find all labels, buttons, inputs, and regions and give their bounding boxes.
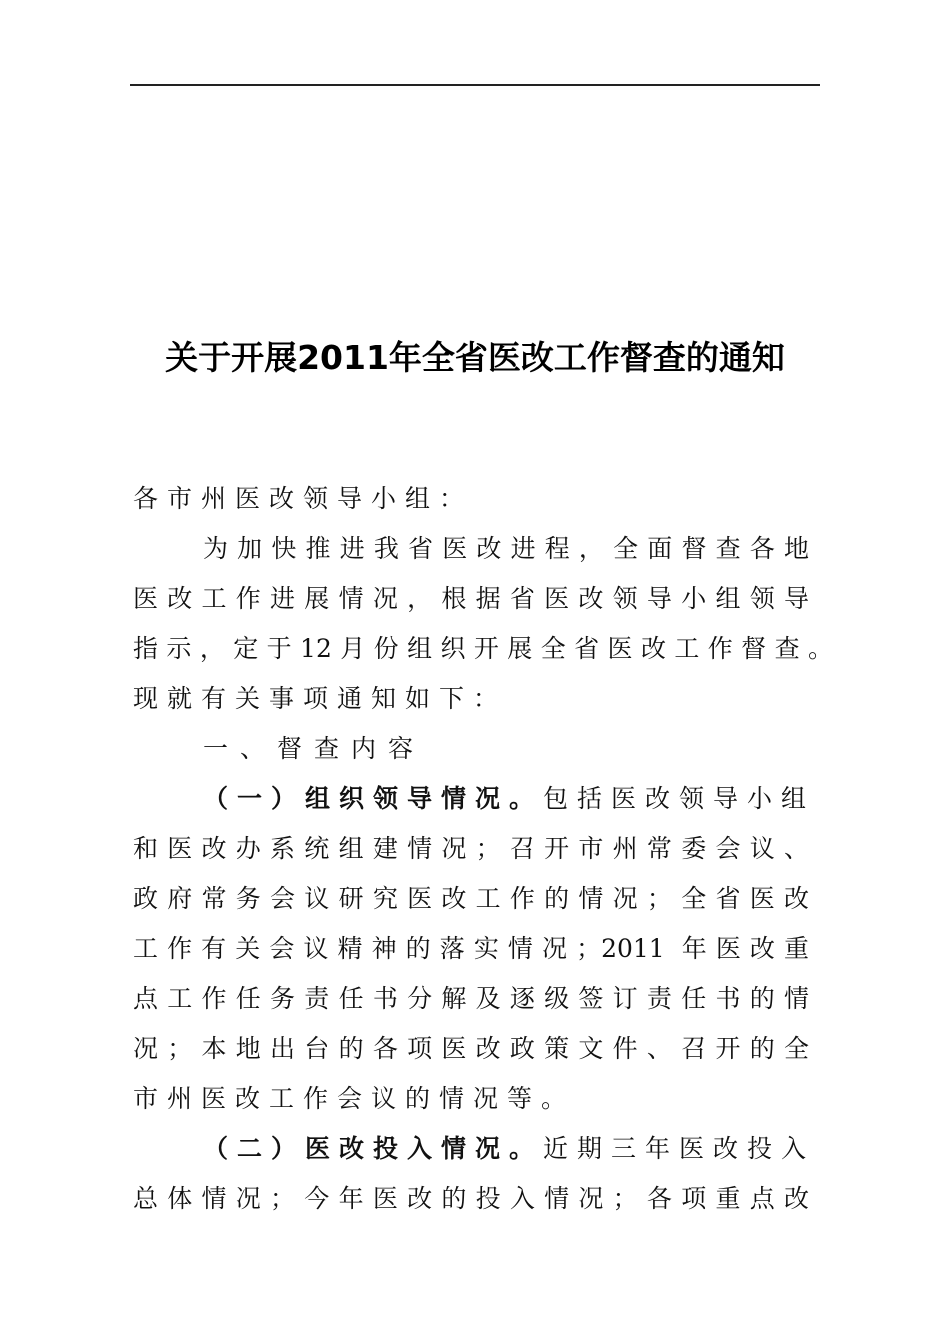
section-heading-1: 一、督查内容 [203, 734, 426, 763]
intro-line-3: 指示，定于12月份组织开展全省医改工作督查。 [133, 634, 833, 663]
intro-line-2: 医改工作进展情况，根据省医改领导小组领导 [133, 584, 809, 613]
item1-line-5: 况；本地出台的各项医改政策文件、召开的全 [133, 1034, 809, 1063]
item1-heading: （一）组织领导情况。 [203, 784, 544, 813]
item2-line-1: 总体情况；今年医改的投入情况；各项重点改 [133, 1184, 809, 1213]
item1-first-line [203, 784, 816, 814]
item1-line-2: 政府常务会议研究医改工作的情况；全省医改 [133, 884, 809, 913]
item1-line-4: 点工作任务责任书分解及逐级签订责任书的情 [133, 984, 809, 1013]
item1-first-line-text: 包括医改领导小组 [543, 784, 816, 813]
header-rule [130, 84, 820, 86]
item2-first-line [203, 1134, 816, 1164]
intro-line-1: 为加快推进我省医改进程，全面督查各地 [203, 534, 809, 563]
item1-line-6: 市州医改工作会议的情况等。 [133, 1084, 576, 1113]
item1-line-1: 和医改办系统组建情况；召开市州常委会议、 [133, 834, 809, 863]
document-title: 关于开展2011年全省医改工作督查的通知 [165, 338, 785, 377]
salutation: 各市州医改领导小组： [133, 484, 474, 513]
item1-line-3: 工作有关会议精神的落实情况；2011 年医改重 [133, 934, 809, 963]
item2-first-line-text: 近期三年医改投入 [543, 1134, 816, 1163]
item2-heading: （二）医改投入情况。 [203, 1134, 544, 1163]
intro-line-4: 现就有关事项通知如下： [133, 684, 508, 713]
